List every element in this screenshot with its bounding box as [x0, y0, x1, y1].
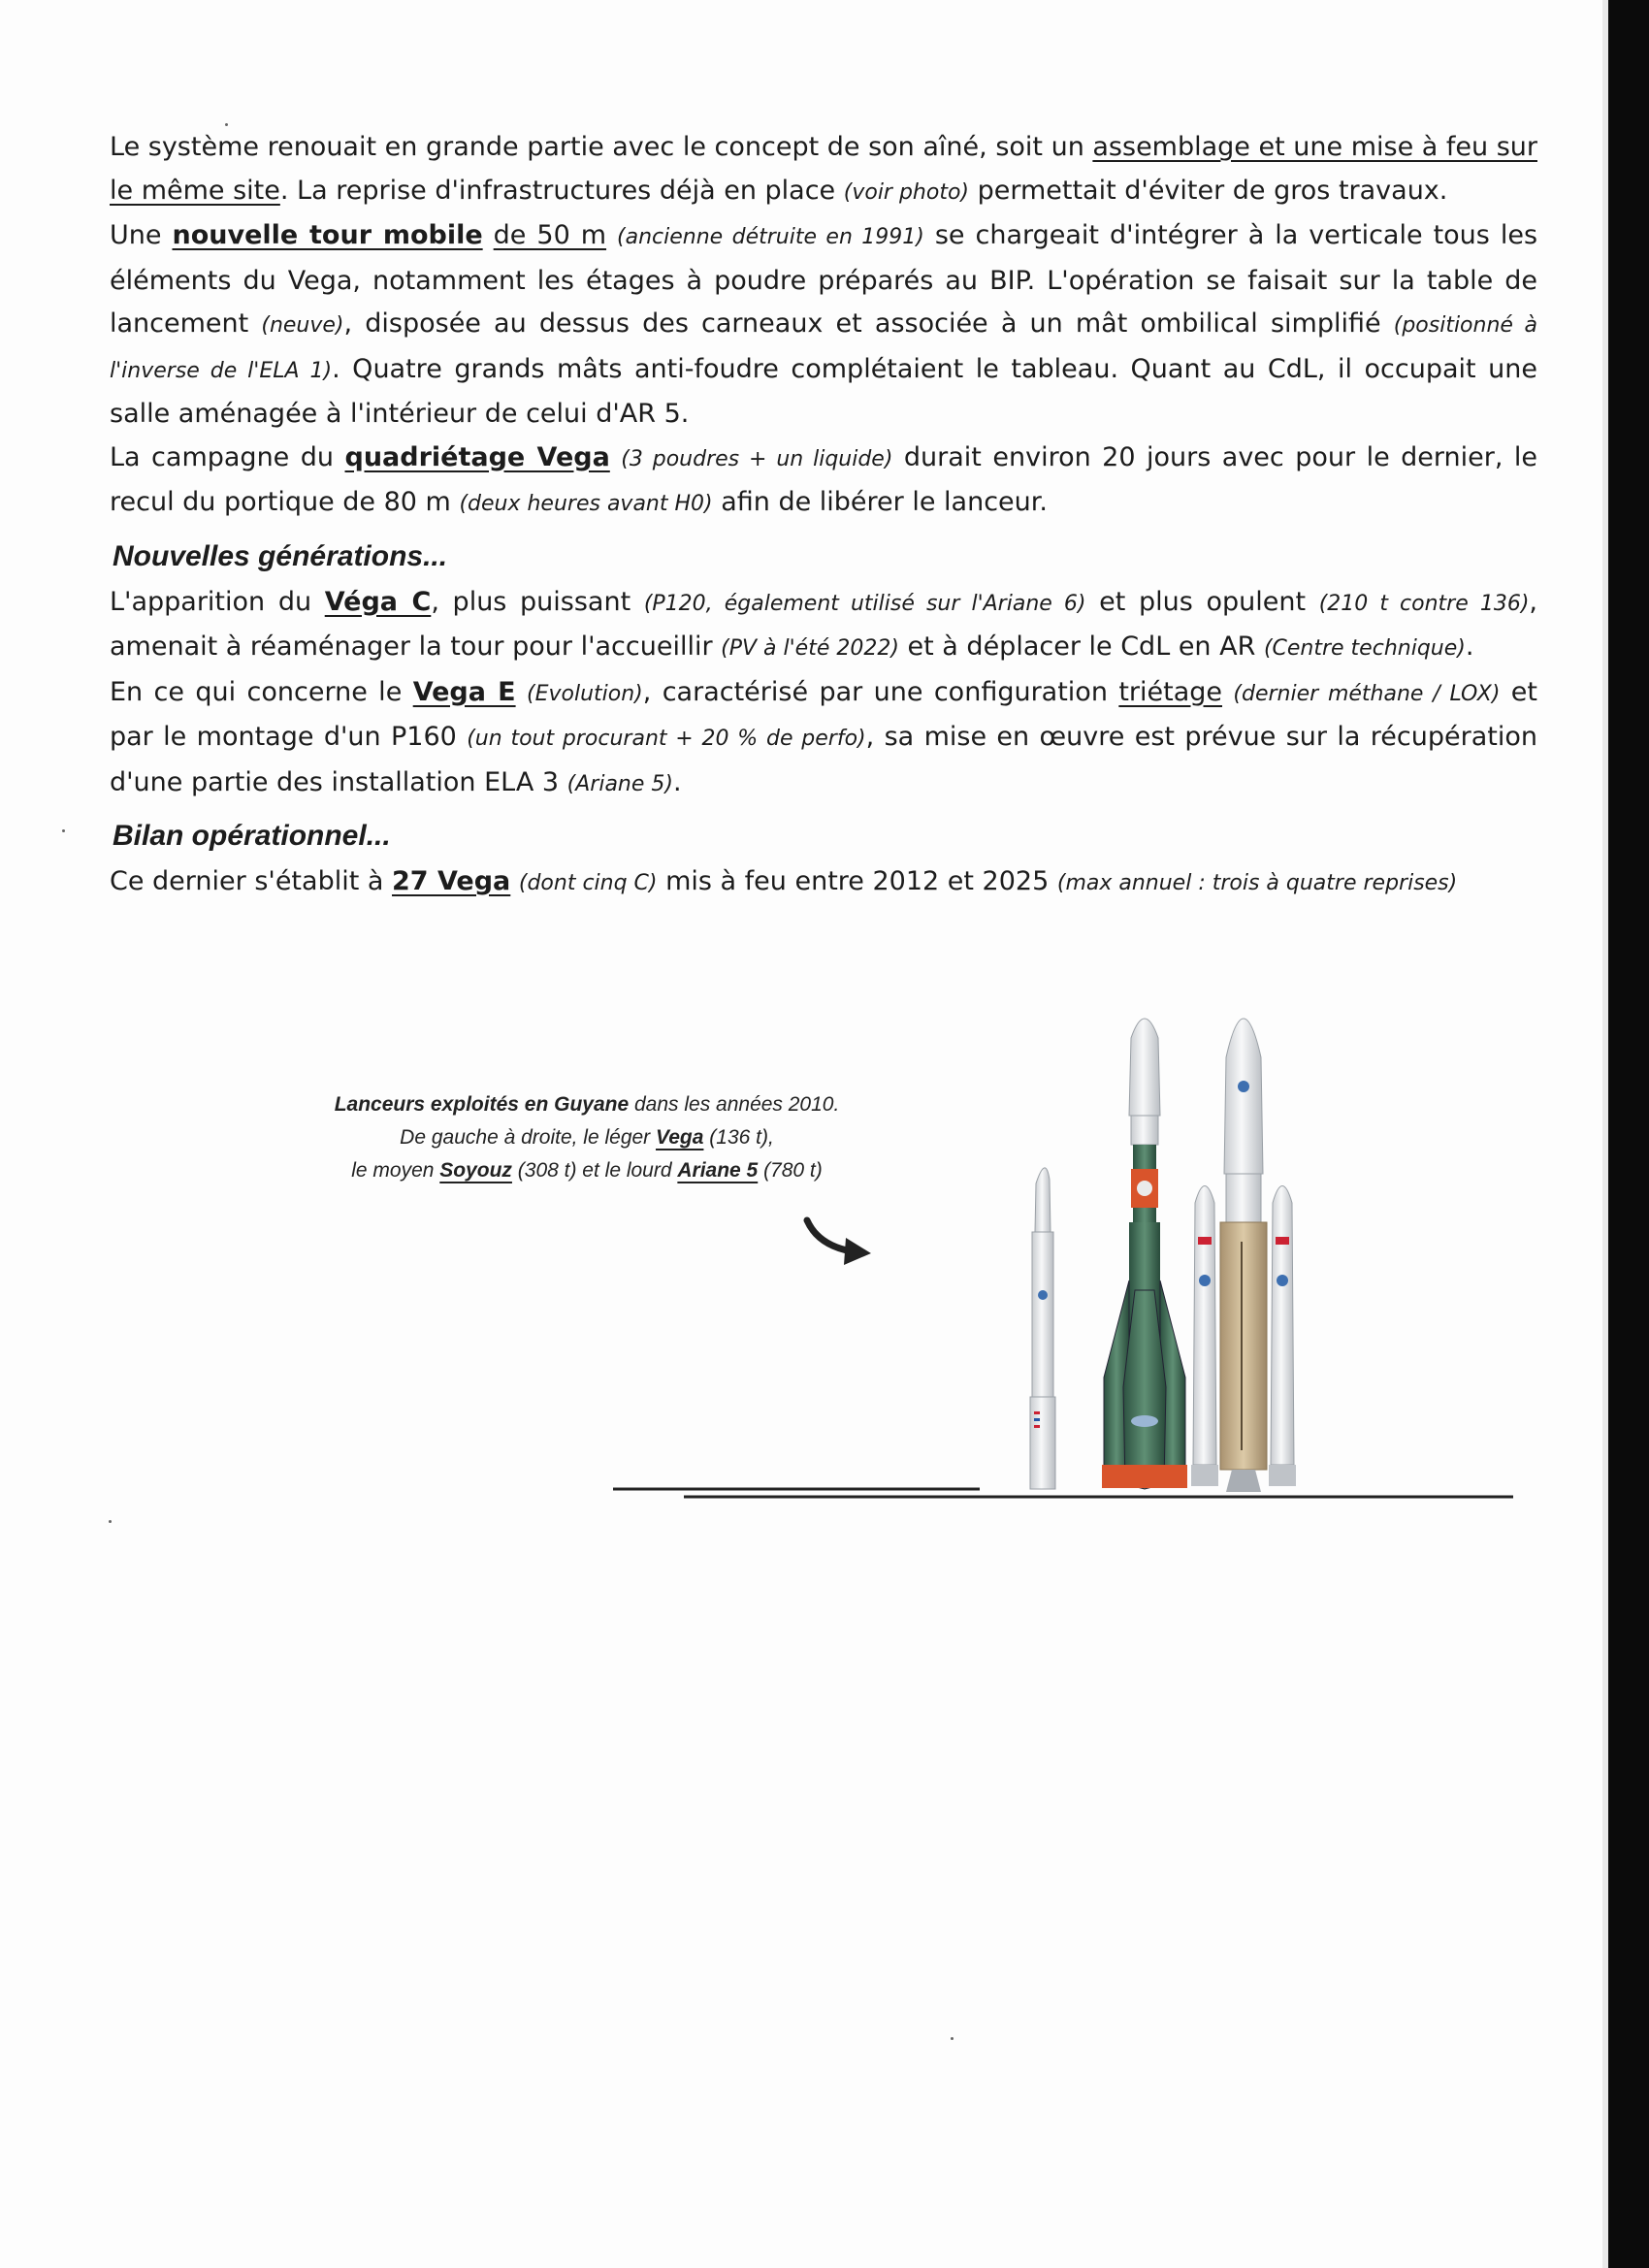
text-run: , amenait à réaménager la tour pour l'accueillir [110, 586, 1537, 662]
aside-text: (Ariane 5) [566, 771, 673, 796]
aside-text: (un tout procurant + 20 % de perfo) [467, 727, 866, 751]
underlined-text: assemblage et une mise à feu sur le même site [110, 132, 1537, 206]
text-run [606, 220, 617, 250]
aside-text: (dernier méthane / LOX) [1233, 681, 1501, 706]
bold-underlined-text: Véga C [324, 586, 432, 617]
text-run: durait environ 20 jours avec pour le dernier, le recul du portique de 80 m [110, 441, 1538, 517]
caption-text: (780 t) [758, 1159, 823, 1182]
text-run: L'apparition du [110, 586, 325, 617]
bold-underlined-text: nouvelle tour mobile [172, 220, 483, 250]
aside-text: (P120, également utilisé sur l'Ariane 6) [643, 591, 1086, 616]
text-run: . Quatre grands mâts anti-foudre complétaient le tableau. Quant au CdL, il occupait une salle aménagée à l'intérieur de celui d'AR 5. [110, 353, 1537, 429]
text-run [610, 442, 621, 472]
caption-vega: Vega [656, 1126, 704, 1149]
paragraph-5 [110, 671, 1537, 807]
section-heading-2: Bilan opérationnel... [113, 820, 391, 852]
text-run: Ce dernier s'établit à [110, 866, 393, 896]
text-run: En ce qui concerne le [110, 676, 413, 707]
text-run: et à déplacer le CdL en AR [898, 632, 1264, 662]
caption-bold: Lanceurs exploités en Guyane [334, 1093, 630, 1116]
text-run: et par le montage d'un P160 [110, 676, 1538, 752]
aside-text: (3 poudres + un liquide) [621, 446, 893, 471]
aside-text: (dont cinq C) [518, 871, 658, 895]
text-run: Une [110, 220, 173, 250]
aside-text: (210 t contre 136) [1318, 591, 1530, 616]
bold-underlined-text: quadriétage Vega [344, 441, 610, 472]
launchers-illustration [611, 960, 1523, 1504]
text-run: La campagne du [110, 441, 345, 472]
caption-text: De gauche à droite, le léger [400, 1126, 657, 1149]
text-run: Le système renouait en grande partie avec le concept de son aîné, soit un [110, 132, 1093, 162]
paragraph-1 [110, 126, 1537, 214]
text-run: , caractérisé par une configuration [642, 676, 1119, 707]
text-run: . [672, 766, 682, 797]
text-run: se chargeait d'intégrer à la verticale tous les éléments du Vega, notamment les étages à poudre préparés au BIP. L'opération se faisait sur la table de lancement [110, 220, 1538, 339]
vega-rocket [1030, 1168, 1055, 1489]
aside-text: (max annuel : trois à quatre reprises) [1056, 871, 1458, 895]
ariane5-rocket [1191, 1019, 1296, 1492]
scan-speck [225, 123, 228, 126]
text-run: , plus puissant [431, 586, 644, 617]
aside-text: (deux heures avant H0) [459, 492, 713, 516]
caption-text: (308 t) et le lourd [511, 1159, 678, 1182]
paragraph-2 [110, 214, 1537, 437]
section-heading-1: Nouvelles générations... [113, 539, 448, 572]
scan-edge-dark [1608, 0, 1649, 2268]
aside-text: (positionné à l'inverse de l'ELA 1) [110, 313, 1537, 383]
soyouz-rocket [1102, 1019, 1187, 1489]
text-run: et plus opulent [1085, 586, 1319, 617]
scan-speck [109, 1520, 112, 1523]
text-run: mis à feu entre 2012 et 2025 [657, 866, 1057, 896]
caption-soyouz: Soyouz [439, 1159, 512, 1182]
aside-text: (ancienne détruite en 1991) [617, 225, 924, 249]
underlined-text: triétage [1118, 676, 1223, 707]
paragraph-3 [110, 437, 1537, 527]
aside-text: (voir photo) [843, 179, 969, 205]
caption-text: (136 t), [703, 1126, 774, 1149]
text-run: , disposée au dessus des carneaux et associée à un mât ombilical simplifié [343, 308, 1394, 339]
aside-text: (Centre technique) [1263, 636, 1466, 661]
paragraph-4 [110, 581, 1537, 671]
bold-underlined-text: Vega E [412, 676, 516, 707]
bold-underlined-text: 27 Vega [392, 866, 511, 896]
text-run [1222, 677, 1233, 707]
paragraph-6 [110, 860, 1537, 906]
text-run: permettait d'éviter de gros travaux. [969, 175, 1448, 206]
scan-speck [62, 829, 65, 832]
text-run [483, 220, 494, 250]
text-run [516, 677, 527, 707]
text-run: . [1465, 632, 1474, 662]
caption-text: le moyen [351, 1159, 440, 1182]
aside-text: (PV à l'été 2022) [721, 636, 899, 661]
aside-text: (Evolution) [527, 681, 643, 706]
text-run [510, 866, 519, 896]
caption-text: dans les années 2010. [629, 1093, 840, 1116]
underlined-text: de 50 m [493, 220, 607, 250]
article-text [110, 126, 1537, 906]
text-run: . La reprise d'infrastructures déjà en place [279, 175, 844, 206]
text-run: , sa mise en œuvre est prévue sur la récupération d'une partie des installation ELA 3 [110, 722, 1537, 797]
scan-speck [951, 2037, 954, 2040]
aside-text: (neuve) [261, 313, 344, 338]
text-run: afin de libérer le lanceur. [712, 487, 1048, 517]
caption-ariane: Ariane 5 [677, 1159, 759, 1182]
